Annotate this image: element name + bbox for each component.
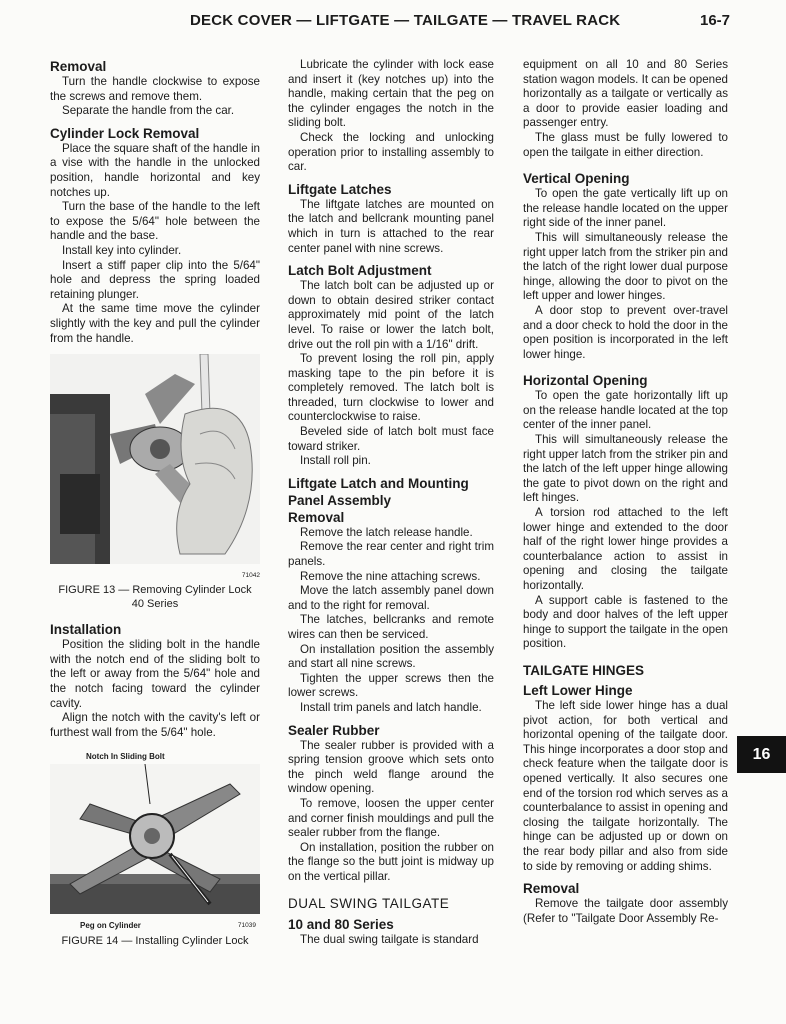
heading-tailgate-hinges: TAILGATE HINGES [523,662,644,678]
paragraph: A support cable is fastened to the body and door halves of the left upper hinge to support the tailgate in the open position. [523,593,728,651]
heading-liftgate-latches: Liftgate Latches [288,181,392,197]
paragraph: Lubricate the cylinder with lock ease and insert it (key notches up) into the handle, making certain that the peg on the cylinder engages the notch in the sliding bolt. [288,58,494,130]
figure-13-caption-sub: 40 Series [131,598,179,611]
heading-10-80-series: 10 and 80 Series [288,916,394,932]
paragraph: At the same time move the cylinder slightly with the key and pull the cylinder from the handle. [50,302,260,345]
paragraph: Align the notch with the cavity's left or furthest wall from the 5/64" hole. [50,711,260,739]
paragraph: To open the gate vertically lift up on the release handle located on the upper right side of the inner panel. [523,187,728,230]
paragraph: On installation, position the rubber on the flange so the butt joint is midway up on the vertical pillar. [288,840,494,883]
paragraph: The left side lower hinge has a dual pivot action, for both vertical and horizontal opening of the tailgate door. This hinge incorporates a door stop and check feature when the tailgate door is opened vertically. It also secures one end of the torsion rod which serves as a counterbalance to assist in opening and closing the tailgate horizontally. The hinge can be adjusted up or down on the rear body pillar and also from side to side by removing or adding shims. [523,698,728,873]
heading-sealer-rubber: Sealer Rubber [288,722,380,738]
paragraph: Install trim panels and latch handle. [300,700,482,714]
paragraph: This will simultaneously release the right upper latch from the striker pin and the latch of the right lower dual purpose hinge, allowing the door to pivot on the left upper and lower hinges. [523,230,728,303]
paragraph: Separate the handle from the car. [62,104,235,118]
heading-latch-panel-1: Liftgate Latch and Mounting [288,475,469,491]
figure-14-caption: FIGURE 14 — Installing Cylinder Lock [61,934,249,947]
paragraph: A door stop to prevent over-travel and a door check to hold the door in the open position is incorporated in the left lower hinge. [523,303,728,361]
page-number: 16-7 [700,12,731,29]
heading-latch-bolt-adjustment: Latch Bolt Adjustment [288,263,432,279]
heading-latch-panel-2: Panel Assembly [288,492,392,508]
heading-vertical-opening: Vertical Opening [523,171,630,187]
paragraph: Remove the latch release handle. [300,525,473,539]
paragraph: Install roll pin. [300,454,371,468]
figure-14-label-peg: Peg on Cylinder [80,921,141,931]
heading-dual-swing-tailgate: DUAL SWING TAILGATE [288,895,450,911]
heading-cylinder-lock-removal: Cylinder Lock Removal [50,125,200,141]
paragraph: The dual swing tailgate is standard [300,932,479,946]
paragraph: Move the latch assembly panel down and to the right for removal. [288,584,494,612]
paragraph: On installation position the assembly and start all nine screws. [288,642,494,671]
heading-horizontal-opening: Horizontal Opening [523,373,648,389]
paragraph: A torsion rod attached to the left lower hinge and extended to the door half of the right lower hinge provides a counterbalance action to assist in opening and closing the tailgate horizontally. [523,506,728,592]
paragraph: Insert a stiff paper clip into the 5/64" hole and depress the spring loaded retaining plunger. [50,258,260,301]
paragraph: equipment on all 10 and 80 Series station wagon models. It can be opened horizontally as a tailgate or vertically as a door to provide easier loading and passenger entry. [523,58,728,130]
figure-14-code: 71039 [237,922,256,930]
column-1 [50,58,260,952]
column-2 [288,58,494,947]
figure-14-photo [50,764,260,914]
section-tab: 16 [737,736,786,773]
page-header [0,12,786,34]
paragraph: Tighten the upper screws then the lower screws. [288,671,494,700]
paragraph: Install key into cylinder. [62,243,182,257]
heading-installation: Installation [50,622,122,638]
paragraph: The latches, bellcranks and remote wires can then be serviced. [288,613,494,641]
figure-13-photo [50,354,260,564]
figure-13-caption: FIGURE 13 — Removing Cylinder Lock [58,584,252,597]
paragraph: Remove the nine attaching screws. [300,569,481,583]
paragraph: The liftgate latches are mounted on the latch and bellcrank mounting panel which in turn is attached to the rear center panel with nine screws. [288,197,494,255]
paragraph: Check the locking and unlocking operation prior to installing assembly to car. [288,130,494,174]
paragraph: This will simultaneously release the right upper latch from the striker pin and the latch of the left upper hinge allowing the gate to pivot down on the right and left hinges. [523,433,728,505]
paragraph: Position the sliding bolt in the handle with the notch end of the sliding bolt to the left or away from the 5/64" hole and the notch facing toward the cylinder cavity. [50,638,260,710]
paragraph: Beveled side of latch bolt must face toward striker. [288,425,494,453]
heading-left-lower-hinge: Left Lower Hinge [523,682,633,698]
heading-hinge-removal: Removal [523,881,580,897]
column-3 [523,58,728,926]
paragraph: To remove, loosen the upper center and corner finish mouldings and pull the sealer rubber from the flange. [288,796,494,840]
paragraph: Remove the tailgate door assembly (Refer to "Tailgate Door Assembly Re- [523,897,728,925]
figure-13 [50,354,260,611]
figure-13-code: 71042 [241,571,260,579]
paragraph: To prevent losing the roll pin, apply masking tape to the pin before it is completely removed. The latch bolt is threaded, turn clockwise to lower and counterclockwise to raise. [288,352,494,424]
paragraph: The latch bolt can be adjusted up or down to obtain desired striker contact approximately mid point of the latch level. To raise or lower the latch bolt, drive out the roll pin with a 1/16" drift. [288,279,494,351]
paragraph: Place the square shaft of the handle in a vise with the handle in the unlocked position, handle horizontal and key notches up. [50,141,260,199]
paragraph: Turn the base of the handle to the left to expose the 5/64" hole between the handle and the base. [50,200,260,243]
heading-latch-panel-removal: Removal [288,509,345,525]
paragraph: To open the gate horizontally lift up on the release handle located at the top center of the inner panel. [523,389,728,432]
paragraph: The sealer rubber is provided with a spring tension groove which sets onto the pinch weld flange around the window opening. [288,738,494,796]
heading-removal: Removal [50,59,107,74]
page-title: DECK COVER — LIFTGATE — TAILGATE — TRAVEL RACK [190,12,621,29]
figure-14 [50,750,260,947]
paragraph: Remove the rear center and right trim panels. [288,540,494,569]
paragraph: The glass must be fully lowered to open the tailgate in either direction. [523,130,728,159]
figure-14-label-notch: Notch In Sliding Bolt [86,752,165,762]
paragraph: Turn the handle clockwise to expose the screws and remove them. [50,75,260,103]
